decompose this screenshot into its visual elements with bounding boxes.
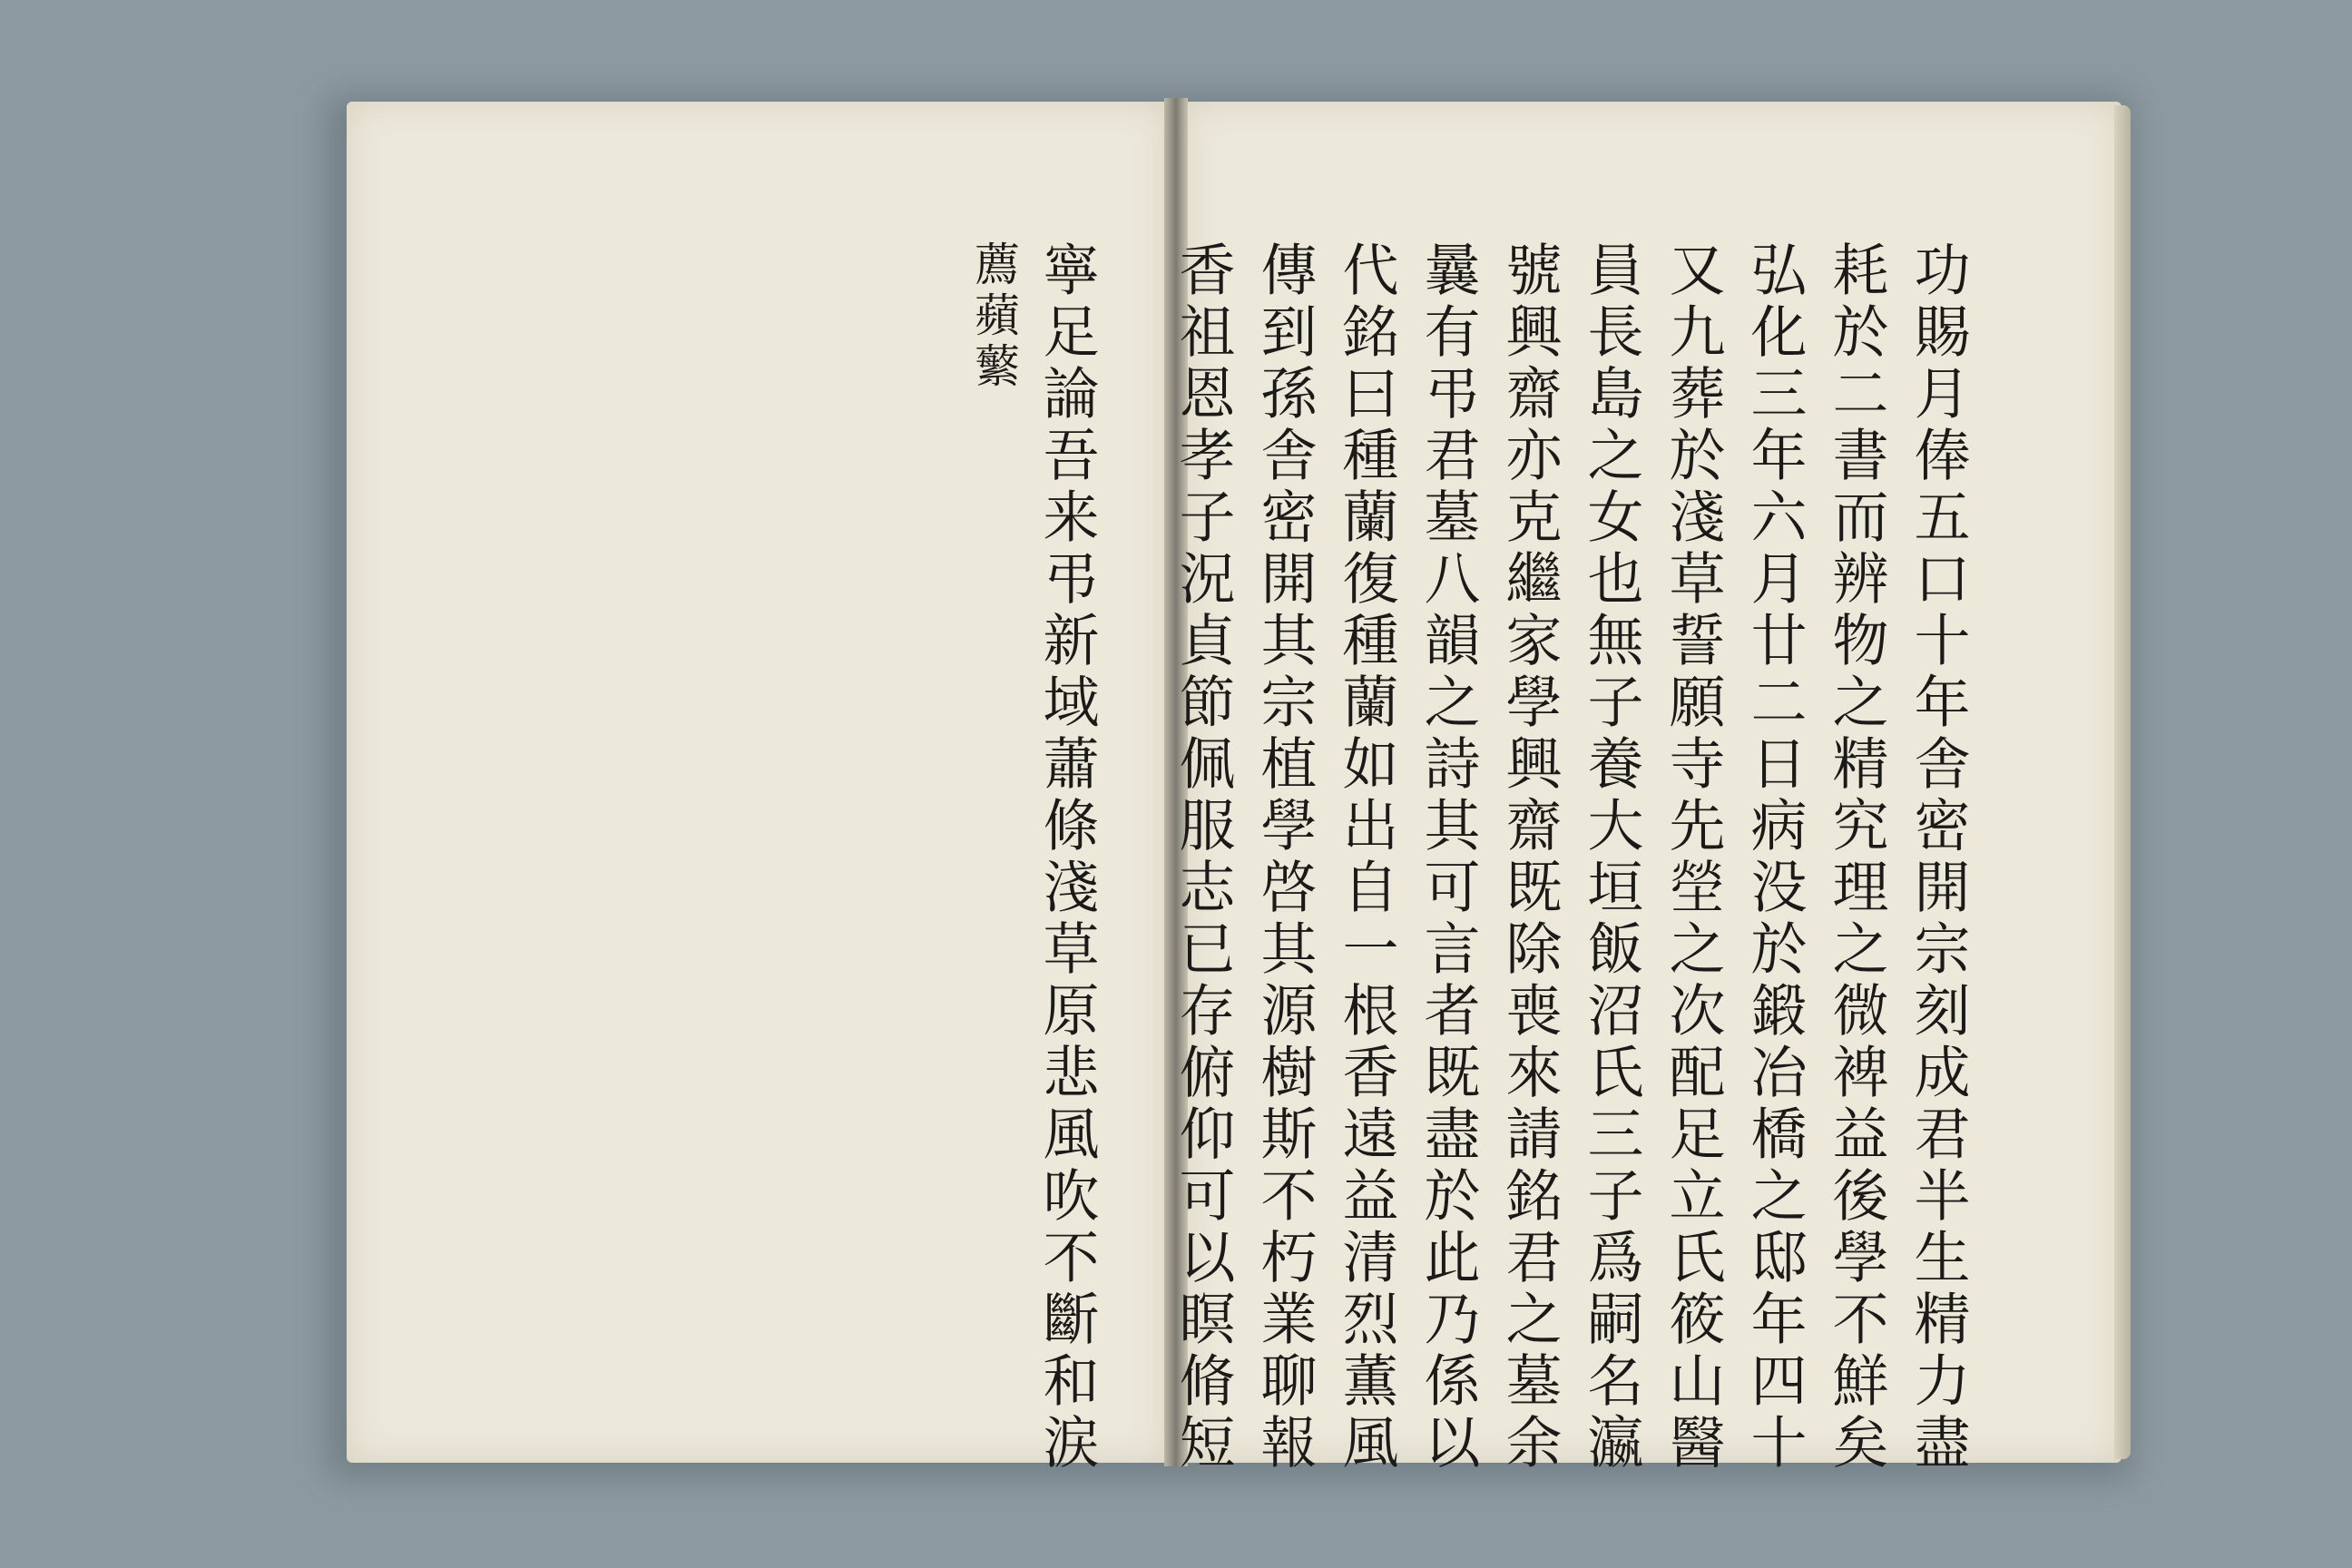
left-page-text [907, 240, 1107, 1475]
text-column: 寧足論吾来弔新域蕭條淺草原悲風吹不斷和涙 [1034, 240, 1100, 1475]
text-column: 員長島之女也無子養大垣飯沼氏三子爲嗣名瀛 [1578, 240, 1644, 1475]
text-column: 功賜月俸五口十年舎密開宗刻成君半生精力盡 [1905, 240, 1971, 1475]
text-column: 傳到孫舎密開其宗植學啓其源樹斯不朽業聊報 [1251, 240, 1318, 1475]
text-column: 號興齋亦克繼家學興齋既除喪來請銘君之墓余 [1496, 240, 1563, 1475]
text-column: 曩有弔君墓八韻之詩其可言者既盡於此乃係以 [1415, 240, 1481, 1475]
text-column: 耗於二書而辨物之精究理之微裨益後學不鮮矣 [1823, 240, 1889, 1475]
text-column: 香祖恩孝子況貞節佩服志已存俯仰可以瞑脩短 [1170, 240, 1236, 1475]
right-page-text [1170, 240, 1978, 1475]
page-edge [2114, 105, 2131, 1459]
text-column: 代銘曰種蘭復種蘭如出自一根香遠益清烈薫風 [1333, 240, 1399, 1475]
text-column-small: 薦蘋蘩 [967, 240, 1020, 393]
text-column: 弘化三年六月廿二日病没於鍛冶橋之邸年四十 [1741, 240, 1808, 1475]
text-column: 又九葬於淺草誓願寺先塋之次配足立氏筱山醫 [1660, 240, 1726, 1475]
